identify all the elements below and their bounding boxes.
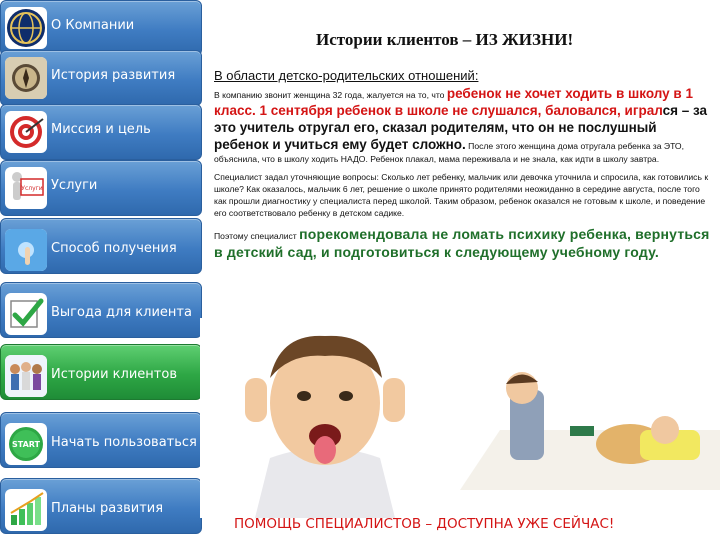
- story-tail: После этого женщина дома отругала ребенка за ЭТО, объяснила, что в школу ходить НАДО. Ребенок плакал, мама переживала и не знала, как идти в школу завтра.: [214, 141, 685, 164]
- sidebar-item-method[interactable]: [0, 218, 202, 274]
- sidebar-item-label: О Компании: [51, 18, 135, 33]
- sidebar-item-label: Планы развития: [51, 501, 164, 516]
- sidebar-nav: [0, 0, 202, 540]
- finger-touch-icon: [5, 229, 47, 271]
- sidebar-item-start[interactable]: [0, 412, 202, 468]
- page-title: Истории клиентов – ИЗ ЖИЗНИ!: [316, 30, 574, 49]
- sidebar-item-label: Миссия и цель: [51, 122, 151, 137]
- people-icon: [5, 355, 47, 397]
- globe-icon: [5, 7, 47, 49]
- sidebar-item-mission[interactable]: [0, 104, 202, 160]
- sidebar-item-label: Выгода для клиента: [51, 305, 192, 320]
- target-icon: [5, 111, 47, 153]
- kids-fighting-photo: [460, 360, 720, 490]
- checkmark-icon: [5, 293, 47, 335]
- svg-text:Услуги: Услуги: [21, 185, 43, 192]
- sidebar-item-benefit[interactable]: [0, 282, 202, 338]
- section-heading: В области детско-родительских отношений:: [214, 68, 479, 83]
- story-highlight-black: ся – за это учитель отругал его, сказал родителям, что он не послушный ребенок и учиться ему будет сложно.: [214, 103, 708, 152]
- story-paragraph-1: [214, 85, 714, 165]
- story-highlight-red: ребенок не хочет ходить в школу в 1 класс. 1 сентября ребенок в школе не слушался, баловался, играл: [214, 86, 693, 118]
- story-intro: В компанию звонит женщина 32 года, жалуется на то, что: [214, 90, 447, 100]
- sidebar-item-label: Услуги: [51, 178, 98, 193]
- sidebar-item-label: Начать пользоваться: [51, 435, 197, 450]
- sidebar-item-stories[interactable]: [0, 344, 202, 400]
- call-to-action: ПОМОЩЬ СПЕЦИАЛИСТОВ – ДОСТУПНА УЖЕ СЕЙЧАС!: [234, 516, 615, 532]
- compass-icon: [5, 57, 47, 99]
- sidebar-item-about[interactable]: [0, 0, 202, 56]
- sidebar-item-services[interactable]: [0, 160, 202, 216]
- sidebar-item-plans[interactable]: [0, 478, 202, 534]
- boy-photo: [200, 318, 450, 518]
- growth-chart-icon: [5, 489, 47, 531]
- story-content: [214, 68, 714, 261]
- recommendation-intro: Поэтому специалист: [214, 231, 300, 241]
- sidebar-item-history[interactable]: [0, 50, 202, 106]
- person-sign-icon: [5, 167, 47, 209]
- svg-text:START: START: [11, 440, 41, 449]
- start-button-icon: [5, 423, 47, 465]
- story-paragraph-3: [214, 225, 714, 261]
- sidebar-item-label: Истории клиентов: [51, 367, 177, 382]
- story-paragraph-2: Специалист задал уточняющие вопросы: Сколько лет ребенку, мальчик или девочка уточнила и спросила, как готовились к школе? Как оказалось, мальчик 6 лет, решение о школе принято родителями неожиданно в середине августа, после того как прошли диагностику у специалиста перед школой. Таким образом, ребенок оказался не готовым к школе, и поведение его соответствовало ребенку в детском садике.: [214, 172, 709, 218]
- sidebar-item-label: История развития: [51, 68, 176, 83]
- sidebar-item-label: Способ получения: [51, 241, 177, 256]
- recommendation-highlight: порекомендовала не ломать психику ребенка, вернуться в детский сад, и подготовиться к следующему учебному году.: [214, 226, 710, 260]
